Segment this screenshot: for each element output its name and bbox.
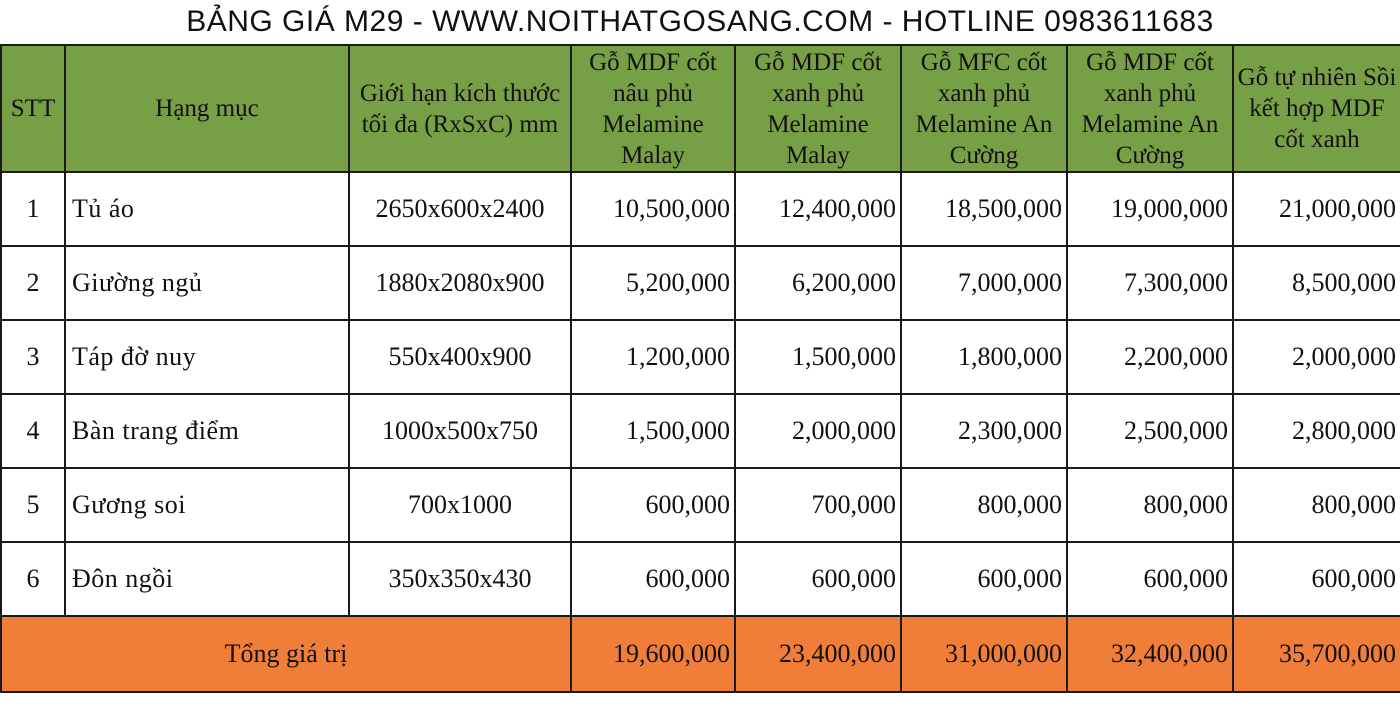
cell-price: 1,800,000: [901, 320, 1067, 394]
cell-stt: 5: [1, 468, 65, 542]
cell-price: 800,000: [901, 468, 1067, 542]
cell-price: 2,300,000: [901, 394, 1067, 468]
total-price: 31,000,000: [901, 616, 1067, 692]
cell-size: 700x1000: [349, 468, 571, 542]
page-title: BẢNG GIÁ M29 - WWW.NOITHATGOSANG.COM - HOTLINE 0983611683: [186, 5, 1214, 38]
cell-size: 1880x2080x900: [349, 246, 571, 320]
total-price: 35,700,000: [1233, 616, 1400, 692]
cell-price: 5,200,000: [571, 246, 735, 320]
cell-item: Táp đờ nuy: [65, 320, 349, 394]
cell-price: 2,800,000: [1233, 394, 1400, 468]
cell-price: 6,200,000: [735, 246, 901, 320]
cell-price: 12,400,000: [735, 172, 901, 246]
cell-price: 1,500,000: [571, 394, 735, 468]
header-row: [1, 45, 1400, 172]
cell-stt: 4: [1, 394, 65, 468]
cell-price: 2,500,000: [1067, 394, 1233, 468]
cell-stt: 1: [1, 172, 65, 246]
cell-price: 600,000: [1233, 542, 1400, 616]
table-row: [1, 172, 1400, 246]
cell-price: 600,000: [571, 542, 735, 616]
total-row: [1, 616, 1400, 692]
cell-item: Gương soi: [65, 468, 349, 542]
cell-price: 18,500,000: [901, 172, 1067, 246]
table-row: [1, 246, 1400, 320]
header-item: Hạng mục: [65, 45, 349, 172]
cell-stt: 3: [1, 320, 65, 394]
cell-size: 1000x500x750: [349, 394, 571, 468]
header-col4: Gỗ MDF cốt xanh phủ Melamine An Cường: [1067, 45, 1233, 172]
cell-stt: 6: [1, 542, 65, 616]
cell-price: 600,000: [1067, 542, 1233, 616]
cell-item: Đôn ngồi: [65, 542, 349, 616]
total-price: 23,400,000: [735, 616, 901, 692]
cell-price: 700,000: [735, 468, 901, 542]
cell-price: 8,500,000: [1233, 246, 1400, 320]
cell-price: 2,000,000: [1233, 320, 1400, 394]
cell-item: Giường ngủ: [65, 246, 349, 320]
cell-price: 800,000: [1233, 468, 1400, 542]
header-col3: Gỗ MFC cốt xanh phủ Melamine An Cường: [901, 45, 1067, 172]
cell-price: 7,300,000: [1067, 246, 1233, 320]
table-row: [1, 542, 1400, 616]
header-col1: Gỗ MDF cốt nâu phủ Melamine Malay: [571, 45, 735, 172]
cell-price: 19,000,000: [1067, 172, 1233, 246]
cell-price: 10,500,000: [571, 172, 735, 246]
cell-price: 800,000: [1067, 468, 1233, 542]
total-price: 19,600,000: [571, 616, 735, 692]
header-stt: STT: [1, 45, 65, 172]
cell-price: 600,000: [901, 542, 1067, 616]
cell-price: 7,000,000: [901, 246, 1067, 320]
cell-size: 350x350x430: [349, 542, 571, 616]
price-table: [0, 44, 1400, 693]
cell-price: 21,000,000: [1233, 172, 1400, 246]
cell-size: 2650x600x2400: [349, 172, 571, 246]
header-col5: Gỗ tự nhiên Sồi kết hợp MDF cốt xanh: [1233, 45, 1400, 172]
cell-size: 550x400x900: [349, 320, 571, 394]
cell-price: 600,000: [735, 542, 901, 616]
table-row: [1, 320, 1400, 394]
header-col2: Gỗ MDF cốt xanh phủ Melamine Malay: [735, 45, 901, 172]
cell-item: Bàn trang điểm: [65, 394, 349, 468]
header-size: Giới hạn kích thước tối đa (RxSxC) mm: [349, 45, 571, 172]
cell-price: 2,200,000: [1067, 320, 1233, 394]
total-label: Tổng giá trị: [1, 616, 571, 692]
cell-price: 2,000,000: [735, 394, 901, 468]
cell-price: 600,000: [571, 468, 735, 542]
cell-stt: 2: [1, 246, 65, 320]
total-price: 32,400,000: [1067, 616, 1233, 692]
table-row: [1, 468, 1400, 542]
cell-price: 1,200,000: [571, 320, 735, 394]
cell-item: Tủ áo: [65, 172, 349, 246]
table-row: [1, 394, 1400, 468]
cell-price: 1,500,000: [735, 320, 901, 394]
